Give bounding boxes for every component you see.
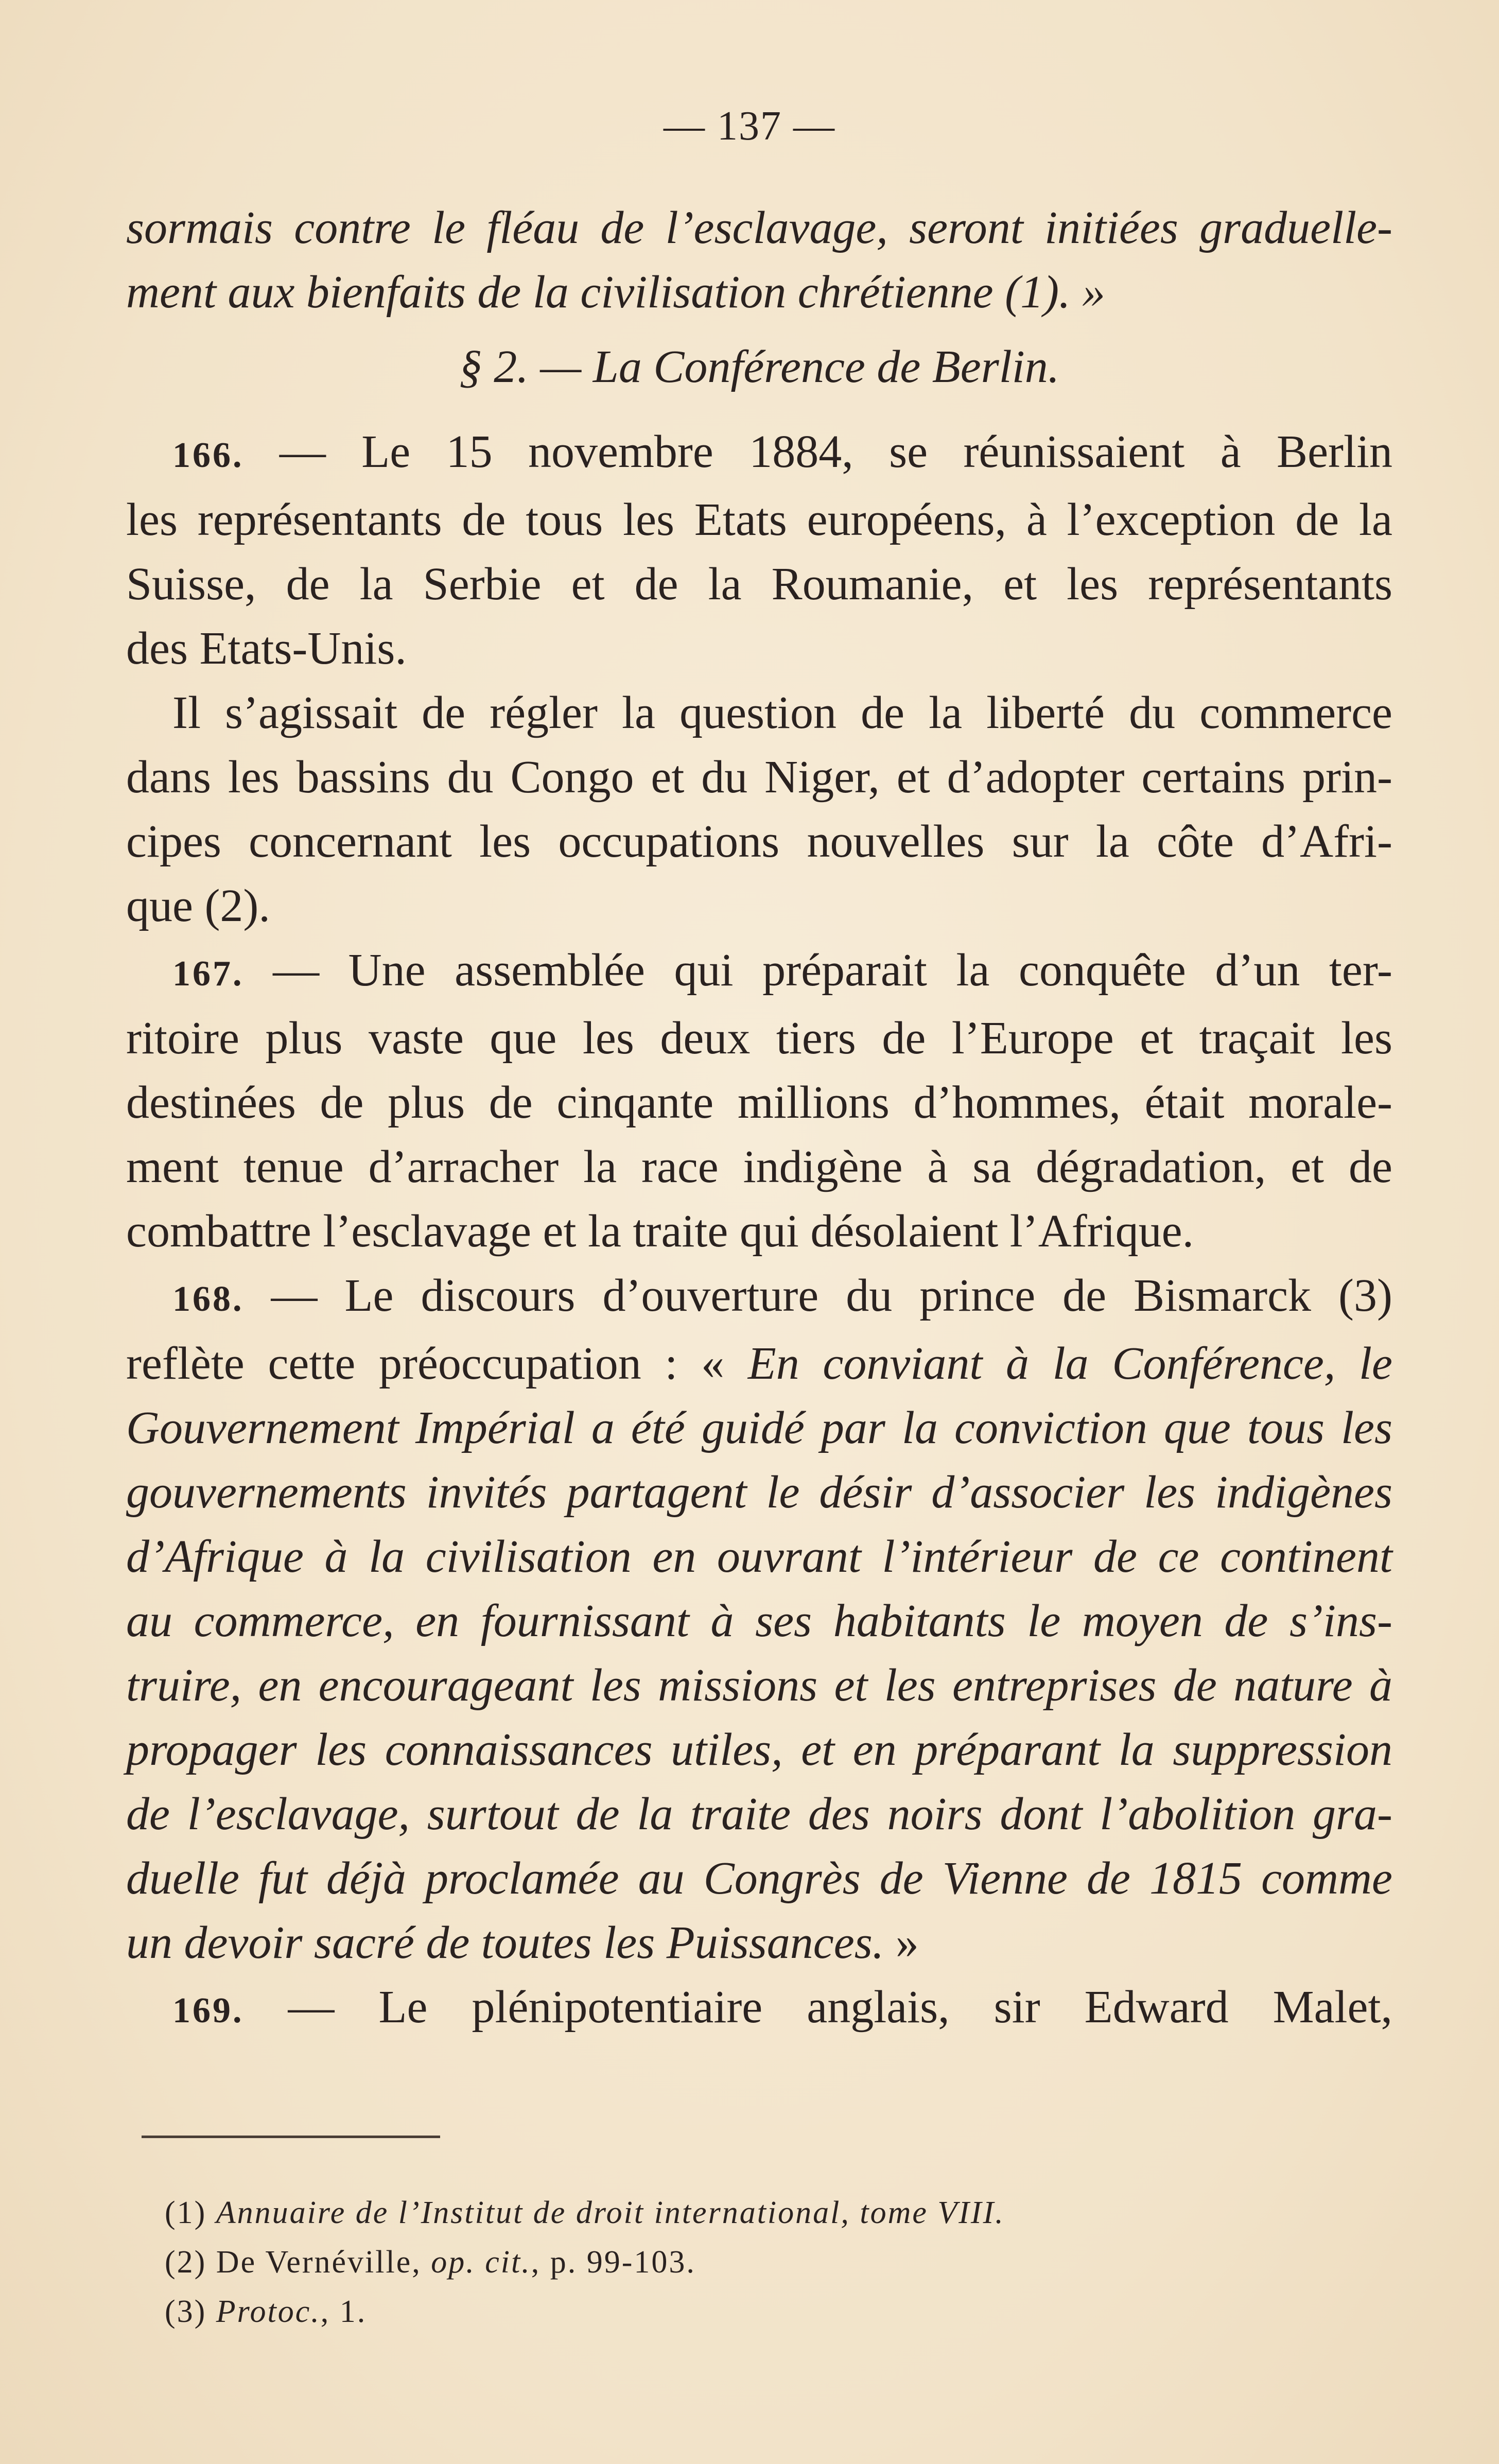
footnotes — [165, 2188, 1349, 2336]
footnote-rule — [142, 2136, 440, 2138]
footnote: (2) De Vernéville, op. cit., p. 99-103. — [165, 2245, 696, 2280]
quote-line: de l’esclavage, surtout de la traite des noirs dont l’abolition gra- — [126, 1789, 1392, 1840]
paragraph-line: dans les bassins du Congo et du Niger, et d’adopter certains prin- — [126, 752, 1392, 803]
body-text — [126, 196, 1392, 2043]
page-number: — 137 — — [664, 103, 835, 149]
paragraph-line: 166. — Le 15 novembre 1884, se réunissaient à Berlin — [172, 426, 1392, 477]
paragraph-line: cipes concernant les occupations nouvelles sur la côte d’Afri- — [126, 816, 1392, 867]
footnote: (1) Annuaire de l’Institut de droit international, tome VIII. — [165, 2195, 1005, 2230]
paragraph-line: des Etats-Unis. — [126, 623, 407, 674]
quote-line: duelle fut déjà proclamée au Congrès de Vienne de 1815 comme — [126, 1853, 1392, 1904]
section-heading: § 2. — La Conférence de Berlin. — [459, 341, 1060, 392]
quote-line: d’Afrique à la civilisation en ouvrant l’intérieur de ce continent — [126, 1531, 1392, 1582]
quote-line: au commerce, en fournissant à ses habitants le moyen de s’ins- — [126, 1595, 1392, 1646]
continuation-line: sormais contre le fléau de l’esclavage, seront initiées graduelle- — [126, 202, 1392, 253]
paragraph-line: Il s’agissait de régler la question de la liberté du commerce — [172, 687, 1392, 738]
continuation-line: ment aux bienfaits de la civilisation chrétienne (1). » — [126, 267, 1106, 318]
paragraph-number: 167. — [172, 954, 244, 994]
paragraph-line: les représentants de tous les Etats européens, à l’exception de la — [126, 494, 1392, 545]
paragraph-line: reflète cette préoccupation : « En conviant à la Conférence, le — [126, 1338, 1392, 1389]
paragraph-line: combattre l’esclavage et la traite qui désolaient l’Afrique. — [126, 1206, 1194, 1257]
paragraph-line: 169. — Le plénipotentiaire anglais, sir Edward Malet, — [172, 1982, 1393, 2033]
footnote: (3) Protoc., 1. — [165, 2294, 367, 2329]
paragraph-line: ritoire plus vaste que les deux tiers de l’Europe et traçait les — [126, 1013, 1392, 1064]
quote-line: Gouvernement Impérial a été guidé par la conviction que tous les — [126, 1402, 1392, 1453]
paragraph-line: destinées de plus de cinqante millions d’hommes, était morale- — [126, 1077, 1392, 1128]
paragraph-line: que (2). — [126, 880, 270, 931]
quote-line: gouvernements invités partagent le désir d’associer les indigènes — [126, 1467, 1392, 1518]
paragraph-line: ment tenue d’arracher la race indigène à sa dégradation, et de — [126, 1141, 1392, 1192]
quote-line: propager les connaissances utiles, et en préparant la suppression — [126, 1724, 1392, 1775]
paragraph-number: 166. — [172, 436, 244, 475]
quote-line: un devoir sacré de toutes les Puissances. » — [126, 1917, 919, 1968]
paragraph-number: 169. — [172, 1991, 244, 2031]
paragraph-line: Suisse, de la Serbie et de la Roumanie, et les représentants — [126, 559, 1392, 610]
quote-text: En conviant à la Conférence, le — [747, 1338, 1392, 1389]
quote-line: truire, en encourageant les missions et les entreprises de nature à — [126, 1660, 1392, 1711]
paragraph-number: 168. — [172, 1279, 244, 1319]
paragraph-line: 168. — Le discours d’ouverture du prince de Bismarck (3) — [172, 1270, 1392, 1321]
paragraph-line: 167. — Une assemblée qui préparait la conquête d’un ter- — [172, 945, 1392, 996]
